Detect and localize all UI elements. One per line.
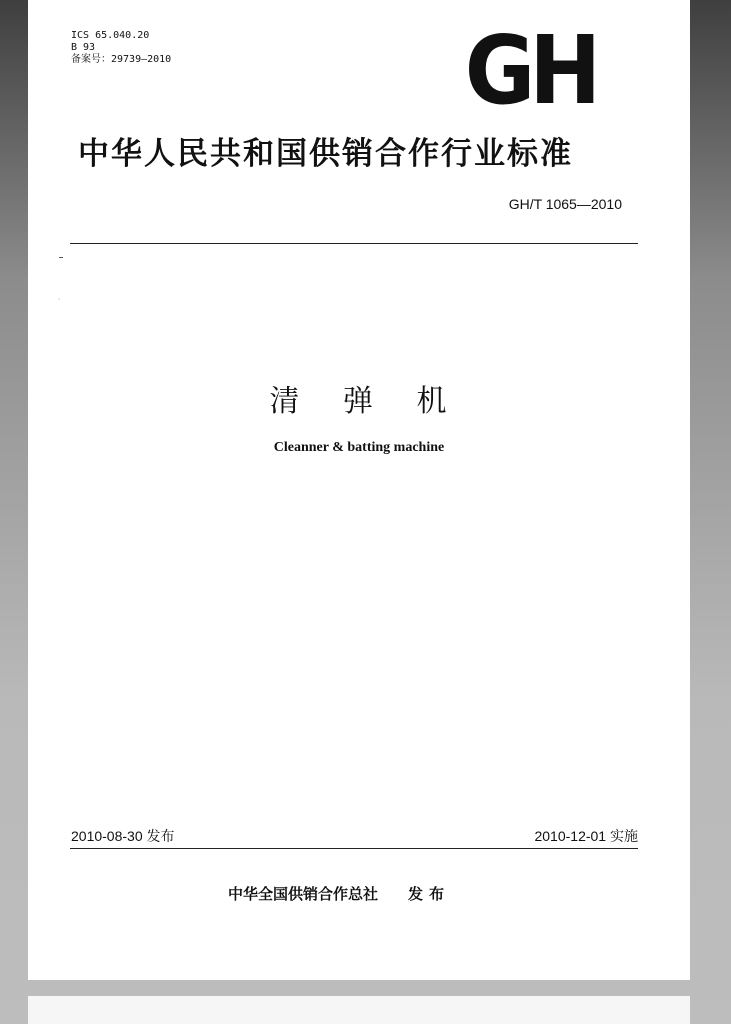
standard-code: 1065—2010 <box>545 196 622 212</box>
publisher <box>228 883 450 904</box>
implement-date: 2010-12-01 实施 <box>534 828 638 844</box>
bottom-divider <box>70 848 638 849</box>
publish-date: 2010-08-30 发布 <box>71 828 175 844</box>
scan-mark <box>59 257 63 258</box>
standard-prefix: GH/T <box>508 196 543 212</box>
cover-page <box>28 0 690 980</box>
scan-speck: · <box>58 296 61 303</box>
publisher-name: 中华全国供销合作总社 <box>228 885 379 903</box>
document-title-cn: 清 弹 机 <box>269 384 449 419</box>
ccs-code: B 93 <box>71 42 96 53</box>
next-page-edge <box>28 996 690 1024</box>
gh-logo: GH <box>464 16 596 126</box>
document-title-en: Cleanner & batting machine <box>273 440 445 455</box>
issued-label: 发布 <box>408 885 451 903</box>
organization-title: 中华人民共和国供销合作行业标准 <box>78 136 573 172</box>
standard-number <box>509 196 622 214</box>
top-divider <box>70 243 638 244</box>
filing-number: 备案号：29739—2010 <box>71 54 172 65</box>
ics-code: ICS 65.040.20 <box>71 30 150 41</box>
classification-block <box>71 30 171 66</box>
